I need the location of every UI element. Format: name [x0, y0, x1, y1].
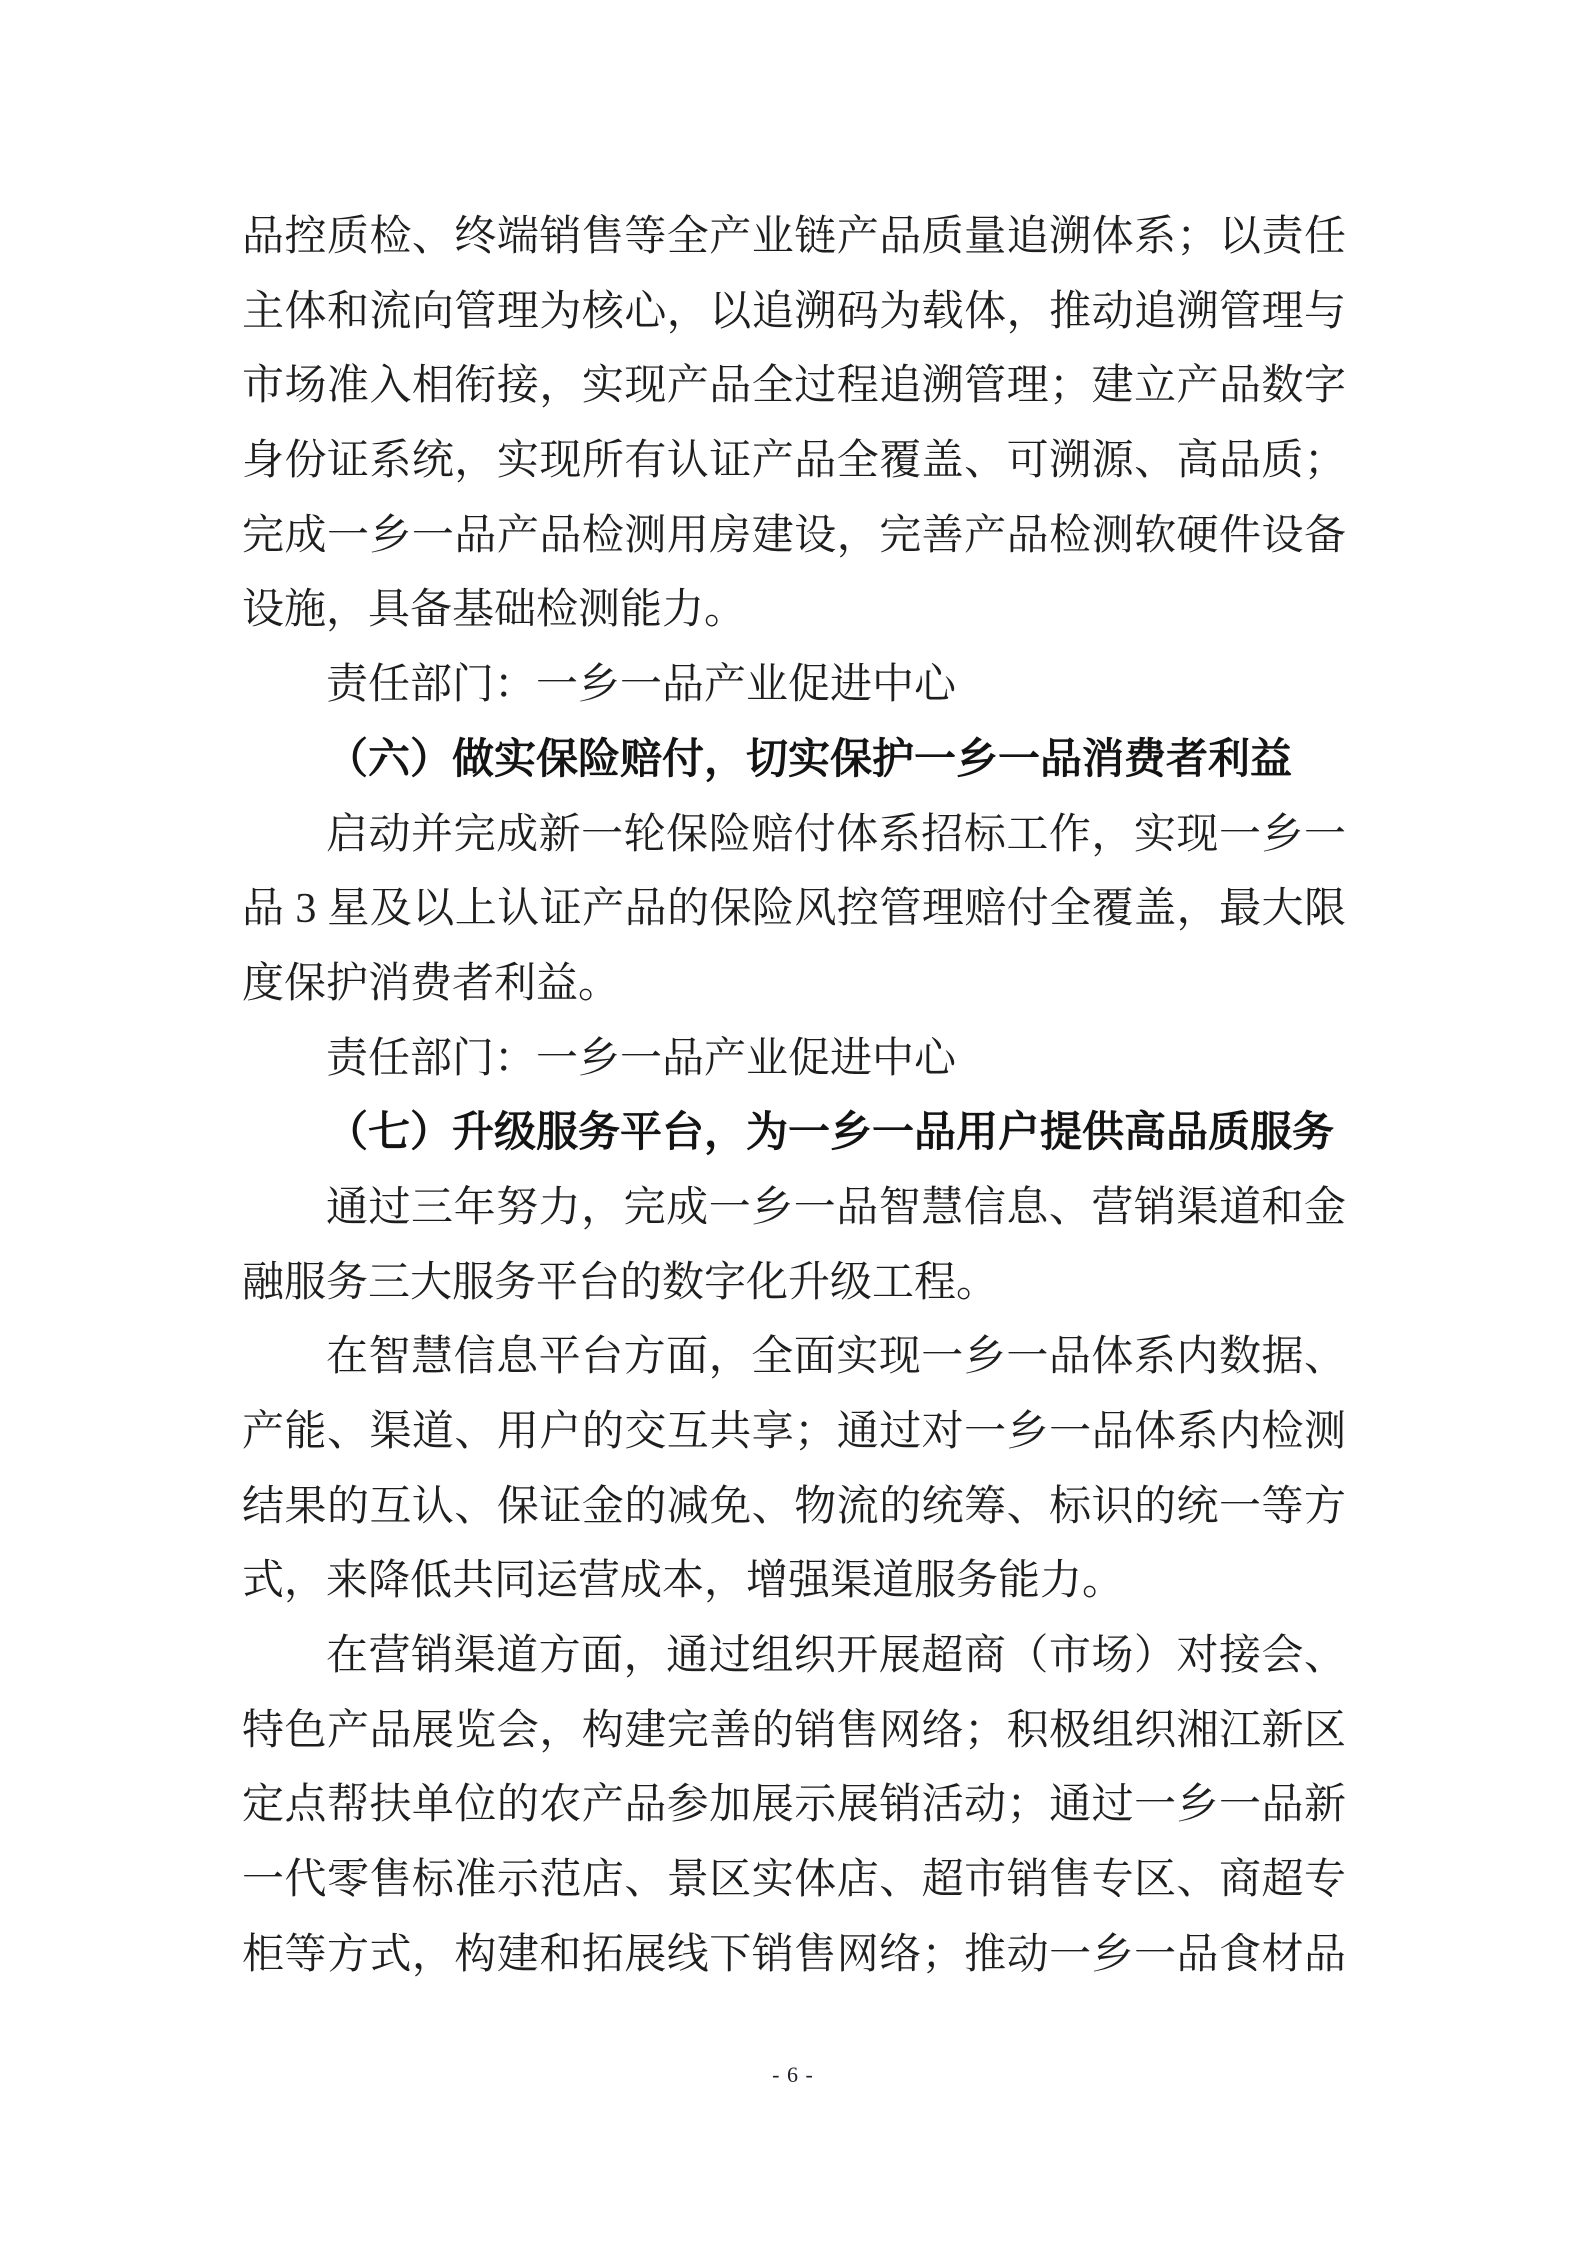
- text-line: 品控质检、终端销售等全产业链产品质量追溯体系；以责任: [242, 214, 1346, 260]
- text-line: 在智慧信息平台方面，全面实现一乡一品体系内数据、: [326, 1334, 1346, 1381]
- text-line: 产能、渠道、用户的交互共享；通过对一乡一品体系内检测: [242, 1409, 1346, 1455]
- text-line: 在营销渠道方面，通过组织开展超商（市场）对接会、: [326, 1633, 1346, 1680]
- text-line: 责任部门：一乡一品产业促进中心: [326, 662, 957, 709]
- section-heading: （六）做实保险赔付，切实保护一乡一品消费者利益: [326, 736, 1293, 783]
- text-line: 品 3 星及以上认证产品的保险风控管理赔付全覆盖，最大限: [242, 886, 1346, 933]
- text-line: 一代零售标准示范店、景区实体店、超市销售专区、商超专: [242, 1857, 1346, 1904]
- text-line: 度保护消费者利益。: [242, 960, 621, 1007]
- text-line: 式，来降低共同运营成本，增强渠道服务能力。: [242, 1558, 1125, 1605]
- page-number: - 6 -: [772, 2062, 814, 2087]
- section-heading: （七）升级服务平台，为一乡一品用户提供高品质服务: [326, 1110, 1335, 1157]
- text-line: 融服务三大服务平台的数字化升级工程。: [242, 1259, 999, 1306]
- text-line: 身份证系统，实现所有认证产品全覆盖、可溯源、高品质；: [242, 438, 1346, 485]
- text-line: 通过三年努力，完成一乡一品智慧信息、营销渠道和金: [326, 1184, 1346, 1231]
- text-line: 结果的互认、保证金的减免、物流的统筹、标识的统一等方: [242, 1483, 1346, 1530]
- text-line: 定点帮扶单位的农产品参加展示展销活动；通过一乡一品新: [242, 1782, 1346, 1829]
- text-line: 柜等方式，构建和拓展线下销售网络；推动一乡一品食材品: [242, 1931, 1346, 1978]
- text-line: 设施，具备基础检测能力。: [242, 587, 747, 634]
- text-line: 启动并完成新一轮保险赔付体系招标工作，实现一乡一: [326, 811, 1346, 858]
- text-line: 完成一乡一品产品检测用房建设，完善产品检测软硬件设备: [242, 512, 1346, 559]
- document-body: [242, 200, 1346, 1993]
- text-line: 主体和流向管理为核心，以追溯码为载体，推动追溯管理与: [242, 288, 1346, 335]
- text-line: 责任部门：一乡一品产业促进中心: [326, 1035, 957, 1082]
- text-line: 特色产品展览会，构建完善的销售网络；积极组织湘江新区: [242, 1707, 1346, 1754]
- text-line: 市场准入相衔接，实现产品全过程追溯管理；建立产品数字: [242, 363, 1346, 410]
